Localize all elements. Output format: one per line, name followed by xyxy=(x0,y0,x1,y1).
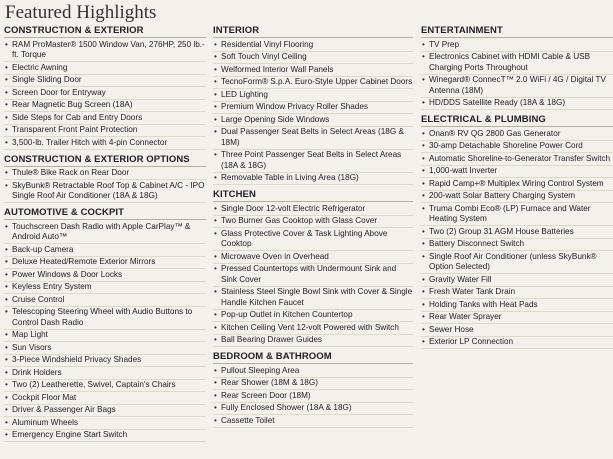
feature-text: • Electric Awning xyxy=(12,62,68,72)
feature-text: • Sun Visors xyxy=(12,342,52,352)
section-interior xyxy=(213,24,413,185)
feature-item xyxy=(4,355,206,368)
feature-text: • 30-amp Detachable Shoreline Power Cord xyxy=(429,141,583,150)
feature-item xyxy=(421,141,613,154)
section-title: KITCHEN xyxy=(213,188,413,202)
feature-item xyxy=(421,75,613,98)
feature-text: • Rear Water Sprayer xyxy=(429,312,502,321)
feature-text: • Onan® RV QG 2800 Gas Generator xyxy=(429,128,561,138)
feature-text: • Two (2) Group 31 AGM House Batteries xyxy=(429,226,574,236)
feature-text: • Cassette Toilet xyxy=(221,415,275,425)
feature-text: • Sewer Hose xyxy=(429,324,474,334)
feature-text: • Single Sliding Door xyxy=(12,75,82,84)
feature-text: • Welformed Interior Wall Panels xyxy=(221,64,334,74)
feature-text: • TV Prep xyxy=(429,39,460,49)
feature-text: • Residential Vinyl Flooring xyxy=(221,39,314,49)
feature-text: • Deluxe Heated/Remote Exterior Mirrors xyxy=(12,257,156,266)
feature-text: • Rear Magnetic Bug Screen (18A) xyxy=(12,100,133,109)
column-2 xyxy=(213,24,413,428)
feature-item xyxy=(4,342,206,355)
feature-text: • Ball Bearing Drawer Guides xyxy=(221,335,323,344)
feature-item xyxy=(213,335,413,348)
feature-item xyxy=(213,203,413,216)
feature-text: • Screen Door for Entryway xyxy=(12,87,106,97)
feature-item xyxy=(213,378,413,391)
feature-item xyxy=(421,274,613,287)
feature-item xyxy=(421,287,613,300)
feature-item xyxy=(4,39,206,62)
feature-item xyxy=(4,307,206,330)
feature-text: • Three Point Passenger Seat Belts in Select Areas (18A & 18G) xyxy=(221,150,402,170)
section-title: ENTERTAINMENT xyxy=(421,24,613,38)
feature-item xyxy=(4,405,206,418)
section-title: INTERIOR xyxy=(213,24,413,38)
feature-text: • 3-Piece Windshield Privacy Shades xyxy=(12,355,142,364)
feature-text: • Fresh Water Tank Drain xyxy=(429,287,515,296)
section-kitchen xyxy=(213,188,413,347)
feature-item xyxy=(213,102,413,115)
feature-item xyxy=(213,77,413,90)
feature-text: • Power Windows & Door Locks xyxy=(12,269,123,279)
section-title: CONSTRUCTION & EXTERIOR xyxy=(4,24,206,38)
feature-item xyxy=(421,52,613,75)
section-construction-exterior-options xyxy=(4,153,206,204)
feature-text: • Kitchen Ceiling Vent 12-volt Powered with Switch xyxy=(221,322,399,332)
feature-text: • Rear Screen Door (18M) xyxy=(221,390,311,400)
feature-item xyxy=(4,417,206,430)
feature-item xyxy=(421,312,613,325)
feature-item xyxy=(213,228,413,251)
feature-item xyxy=(213,415,413,428)
section-entertainment xyxy=(421,24,613,110)
feature-item xyxy=(421,226,613,239)
feature-text: • Soft Touch Vinyl Ceiling xyxy=(221,52,307,61)
feature-text: • Aluminum Wheels xyxy=(12,417,78,427)
section-electrical-plumbing xyxy=(421,113,613,349)
feature-item xyxy=(421,166,613,179)
feature-text: • Gravity Water Fill xyxy=(429,274,492,284)
feature-item xyxy=(4,112,206,125)
feature-item xyxy=(4,282,206,295)
feature-item xyxy=(213,39,413,52)
feature-list xyxy=(213,203,413,347)
feature-item xyxy=(213,173,413,186)
feature-item xyxy=(4,257,206,270)
feature-item xyxy=(4,430,206,443)
feature-text: • Pop-up Outlet in Kitchen Countertop xyxy=(221,310,353,319)
feature-text: • Microwave Oven in Overhead xyxy=(221,251,329,261)
section-title: AUTOMOTIVE & COCKPIT xyxy=(4,206,206,220)
feature-text: • Thule® Bike Rack on Rear Door xyxy=(12,168,130,177)
column-3 xyxy=(421,24,613,349)
feature-item xyxy=(213,251,413,264)
feature-item xyxy=(4,180,206,203)
feature-item xyxy=(421,153,613,166)
section-title: ELECTRICAL & PLUMBING xyxy=(421,113,613,127)
feature-list xyxy=(213,39,413,185)
feature-list xyxy=(213,365,413,428)
feature-text: • Single Roof Air Conditioner (unless SkyBunk® Option Selected) xyxy=(429,251,597,271)
feature-item xyxy=(4,100,206,113)
feature-text: • Cruise Control xyxy=(12,294,65,304)
column-1 xyxy=(4,24,206,442)
feature-list xyxy=(4,221,206,442)
feature-text: • Driver & Passenger Air Bags xyxy=(12,405,116,414)
feature-item xyxy=(4,168,206,181)
feature-list xyxy=(421,128,613,349)
feature-item xyxy=(213,127,413,150)
feature-item xyxy=(421,239,613,252)
feature-text: • RAM ProMaster® 1500 Window Van, 276HP, 250 lb.-ft. Torque xyxy=(12,39,205,59)
feature-text: • Cockpit Floor Mat xyxy=(12,392,77,402)
feature-text: • 3,500-lb. Trailer Hitch with 4-pin Connector xyxy=(12,137,168,147)
feature-list xyxy=(4,39,206,150)
feature-text: • Touchscreen Dash Radio with Apple CarPlay™ & Android Auto™ xyxy=(12,221,191,241)
page-title: Featured Highlights xyxy=(5,2,157,23)
feature-item xyxy=(421,178,613,191)
feature-text: • Dual Passenger Seat Belts in Select Areas (18G & 18M) xyxy=(221,127,404,147)
feature-item xyxy=(213,89,413,102)
feature-text: • Rear Shower (18M & 18G) xyxy=(221,378,318,387)
feature-item xyxy=(4,221,206,244)
feature-text: • Rapid Camp+® Multiplex Wiring Control System xyxy=(429,178,604,188)
feature-text: • Pressed Countertops with Undermount Sink and Sink Cover xyxy=(221,264,397,284)
feature-item xyxy=(213,322,413,335)
feature-item xyxy=(213,403,413,416)
feature-text: • Emergency Engine Start Switch xyxy=(12,430,128,439)
feature-item xyxy=(4,392,206,405)
feature-text: • LED Lighting xyxy=(221,89,268,99)
section-title: CONSTRUCTION & EXTERIOR OPTIONS xyxy=(4,153,206,167)
feature-text: • Pullout Sleeping Area xyxy=(221,365,300,375)
feature-item xyxy=(4,380,206,393)
feature-text: • Battery Disconnect Switch xyxy=(429,239,525,248)
feature-item xyxy=(4,137,206,150)
feature-item xyxy=(213,390,413,403)
feature-item xyxy=(4,367,206,380)
feature-item xyxy=(4,294,206,307)
section-automotive-cockpit xyxy=(4,206,206,442)
feature-text: • SkyBunk® Retractable Roof Top & Cabinet A/C - IPO Single Roof Air Conditioner (18A & 18G) xyxy=(12,180,205,200)
feature-text: • Single Door 12-volt Electric Refrigerator xyxy=(221,203,366,213)
feature-item xyxy=(4,244,206,257)
feature-text: • Two Burner Gas Cooktop with Glass Cover xyxy=(221,216,378,225)
feature-text: • Telescoping Steering Wheel with Audio Buttons to Control Dash Radio xyxy=(12,307,193,327)
feature-item xyxy=(213,114,413,127)
feature-item xyxy=(421,203,613,226)
feature-item xyxy=(421,299,613,312)
feature-text: • Drink Holders xyxy=(12,367,62,377)
feature-text: • 200-watt Solar Battery Charging System xyxy=(429,191,576,200)
feature-text: • Transparent Front Paint Protection xyxy=(12,125,138,134)
feature-item xyxy=(213,287,413,310)
feature-item xyxy=(4,87,206,100)
section-title: BEDROOM & BATHROOM xyxy=(213,350,413,364)
feature-text: • Fully Enclosed Shower (18A & 18G) xyxy=(221,403,352,412)
feature-item xyxy=(4,269,206,282)
feature-text: • Holding Tanks with Heat Pads xyxy=(429,299,538,309)
feature-item xyxy=(213,310,413,323)
feature-text: • Stainless Steel Single Bowl Sink with Cover & Single Handle Kitchen Faucet xyxy=(221,287,413,307)
feature-text: • Winegard® ConnecT™ 2.0 WiFi / 4G / Digital TV Antenna (18M) xyxy=(429,75,606,95)
feature-item xyxy=(213,52,413,65)
feature-item xyxy=(421,324,613,337)
feature-text: • Truma Combi Eco® (LP) Furnace and Water Heating System xyxy=(429,203,591,223)
feature-item xyxy=(213,64,413,77)
feature-text: • Map Light xyxy=(12,330,48,339)
feature-text: • Two (2) Leatherette, Swivel, Captain's Chairs xyxy=(12,380,176,389)
feature-text: • Back-up Camera xyxy=(12,244,74,254)
section-bedroom-bathroom xyxy=(213,350,413,428)
feature-item xyxy=(4,330,206,343)
feature-text: • 1,000-watt Inverter xyxy=(429,166,498,175)
feature-list xyxy=(4,168,206,204)
feature-text: • Premium Window Privacy Roller Shades xyxy=(221,102,368,111)
feature-item xyxy=(421,98,613,111)
feature-text: • Keyless Entry System xyxy=(12,282,92,291)
feature-item xyxy=(213,150,413,173)
feature-text: • Automatic Shoreline-to-Generator Transfer Switch xyxy=(429,153,611,163)
feature-item xyxy=(213,365,413,378)
feature-text: • Electronics Cabinet with HDMI Cable & USB Charging Ports Throughout xyxy=(429,52,591,72)
feature-text: • HD/DDS Satellite Ready (18A & 18G) xyxy=(429,98,566,107)
feature-item xyxy=(421,39,613,52)
feature-text: • Exterior LP Connection xyxy=(429,337,514,346)
feature-item xyxy=(4,75,206,88)
feature-text: • Removable Table in Living Area (18G) xyxy=(221,173,359,182)
feature-list xyxy=(421,39,613,110)
feature-item xyxy=(4,125,206,138)
feature-text: • Large Opening Side Windows xyxy=(221,114,330,124)
feature-text: • Glass Protective Cover & Task Lighting Above Cooktop xyxy=(221,228,388,248)
feature-item xyxy=(213,264,413,287)
feature-item xyxy=(421,128,613,141)
feature-item xyxy=(421,337,613,350)
feature-item xyxy=(213,216,413,229)
feature-item xyxy=(421,251,613,274)
feature-text: • Side Steps for Cab and Entry Doors xyxy=(12,112,143,122)
feature-item xyxy=(4,62,206,75)
feature-text: • TecnoForm® S.p.A. Euro-Style Upper Cabinet Doors xyxy=(221,77,413,86)
section-construction-exterior xyxy=(4,24,206,150)
feature-item xyxy=(421,191,613,204)
